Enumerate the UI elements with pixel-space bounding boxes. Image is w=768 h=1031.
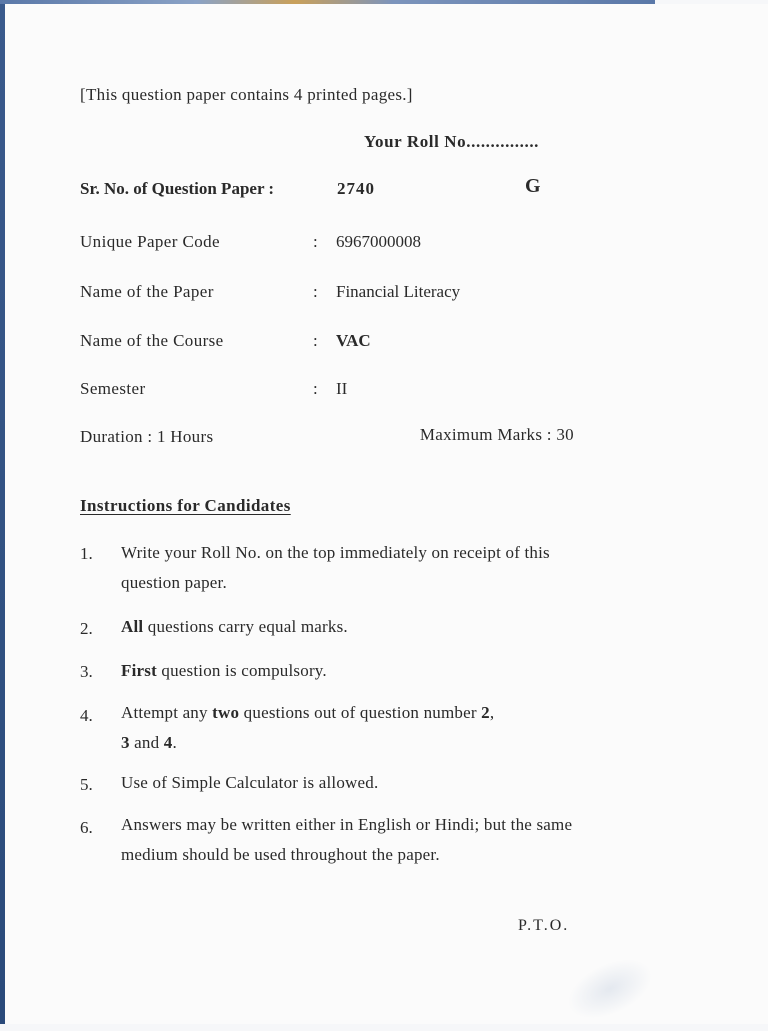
instruction-emphasis: 3 — [121, 733, 130, 752]
instruction-text-rest: questions carry equal marks. — [143, 617, 348, 636]
semester-value: II — [336, 379, 348, 398]
instruction-text: Use of Simple Calculator is allowed. — [121, 773, 379, 792]
unique-paper-code-colon: : — [313, 232, 318, 251]
instruction-emphasis: 4 — [163, 733, 173, 752]
maximum-marks: Maximum Marks : 30 — [419, 425, 574, 444]
instruction-text: Answers may be written either in English or Hindi; but the same medium should be used throughout the paper. — [121, 815, 573, 864]
instruction-text-part: , — [489, 703, 495, 722]
semester-label: Semester — [80, 379, 146, 398]
instruction-emphasis: First — [121, 661, 157, 680]
instructions-heading: Instructions for Candidates — [80, 496, 291, 515]
page-count-note: [This question paper contains 4 printed pages.] — [80, 85, 413, 104]
instruction-text-part: Attempt any — [121, 703, 213, 722]
instruction-text-part: questions out of question number — [239, 703, 482, 722]
paper-name-label: Name of the Paper — [80, 282, 214, 301]
instruction-text — [121, 612, 579, 642]
course-name-colon: : — [313, 331, 318, 350]
page-smudge — [559, 947, 662, 1030]
paper-set-code: G — [525, 175, 541, 197]
instruction-number: 2. — [80, 619, 93, 638]
serial-number-label: Sr. No. of Question Paper : — [80, 179, 275, 198]
instruction-text-rest: question is compulsory. — [156, 661, 327, 680]
instruction-text — [121, 698, 579, 758]
roll-number-field: Your Roll No............... — [364, 132, 540, 151]
exam-duration: Duration : 1 Hours — [80, 427, 214, 446]
instruction-number: 4. — [80, 706, 93, 725]
unique-paper-code-value: 6967000008 — [336, 232, 421, 251]
instruction-text-part: and — [129, 733, 164, 752]
semester-colon: : — [313, 379, 318, 398]
instruction-text-part: . — [172, 733, 177, 752]
instruction-emphasis: All — [121, 617, 144, 636]
instruction-text — [121, 656, 579, 686]
paper-name-colon: : — [313, 282, 318, 301]
instruction-number: 3. — [80, 662, 93, 681]
unique-paper-code-label: Unique Paper Code — [80, 232, 220, 251]
paper-name-value: Financial Literacy — [336, 282, 461, 301]
instruction-text: Write your Roll No. on the top immediately on receipt of this question paper. — [121, 543, 550, 592]
serial-number-value: 2740 — [337, 179, 375, 198]
instruction-emphasis: two — [212, 703, 240, 722]
please-turn-over: P.T.O. — [518, 917, 570, 934]
instruction-emphasis: 2 — [481, 703, 490, 722]
instruction-number: 5. — [80, 775, 93, 794]
instruction-number: 6. — [80, 818, 93, 837]
course-name-value: VAC — [336, 331, 371, 350]
course-name-label: Name of the Course — [80, 331, 224, 350]
instruction-number: 1. — [80, 544, 93, 563]
